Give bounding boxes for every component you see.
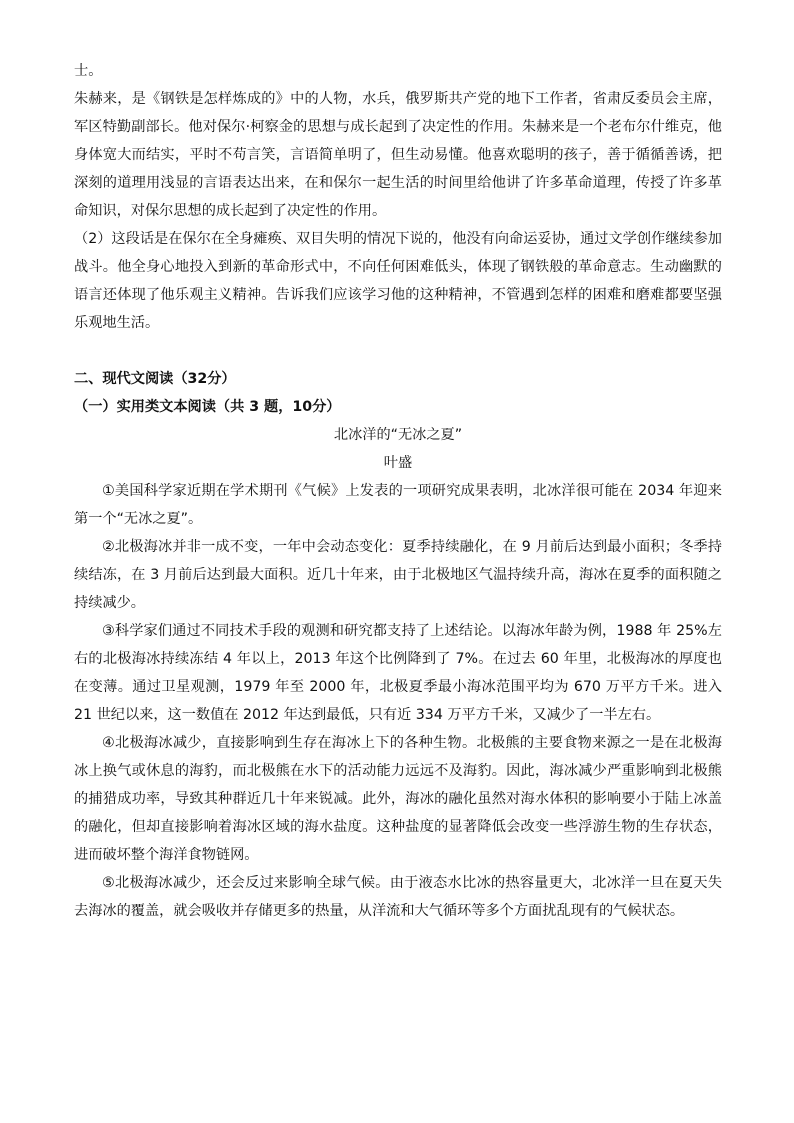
intro-paragraph-3: （2）这段话是在保尔在全身瘫痪、双目失明的情况下说的，他没有向命运妥协，通过文学创作继续参加战斗。他全身心地投入到新的革命形式中，不向任何困难低头，体现了钢铁般的革命意志。生动幽默的语言还体现了他乐观主义精神。告诉我们应该学习他的这种精神，不管遇到怎样的困难和磨难都要坚强乐观地生活。 [74,231,722,331]
subsection-heading: （一）实用类文本阅读（共 3 题，10分） [74,399,341,415]
article-author: 叶盛 [383,455,413,471]
article-paragraph-5: ⑤北极海冰减少，还会反过来影响全球气候。由于液态水比冰的热容量更大，北冰洋一旦在夏天失去海冰的覆盖，就会吸收并存储更多的热量，从洋流和大气循环等多个方面扰乱现有的气候状态。 [74,875,722,919]
intro-paragraph-2: 朱赫来，是《钢铁是怎样炼成的》中的人物，水兵，俄罗斯共产党的地下工作者，省肃反委员会主席，军区特勤副部长。他对保尔·柯察金的思想与成长起到了决定性的作用。朱赫来是一个老布尔什维克，他身体宽大而结实，平时不苟言笑，言语简单明了，但生动易懂。他喜欢聪明的孩子，善于循循善诱，把深刻的道理用浅显的言语表达出来，在和保尔一起生活的时间里给他讲了许多革命道理，传授了许多革命知识，对保尔思想的成长起到了决定性的作用。 [74,91,722,219]
intro-paragraph-1: 士。 [74,63,103,79]
spacer [74,337,722,365]
article-paragraph-3: ③科学家们通过不同技术手段的观测和研究都支持了上述结论。以海冰年龄为例，1988 年 25%左右的北极海冰持续冻结 4 年以上，2013 年这个比例降到了 7%。在过去 60 年里，北极海冰的厚度也在变薄。通过卫星观测，1979 年至 2000 年，北极夏季最小海冰范围平均为 670 万平方千米。进入 21 世纪以来，这一数值在 2012 年达到最低，只有近 334 万平方千米，又减少了一半左右。 [74,623,722,723]
document-page [74,57,722,925]
article-paragraph-4: ④北极海冰减少，直接影响到生存在海冰上下的各种生物。北极熊的主要食物来源之一是在北极海冰上换气或休息的海豹，而北极熊在水下的活动能力远远不及海豹。因此，海冰减少严重影响到北极熊的捕猎成功率，导致其种群近几十年来锐减。此外，海冰的融化虽然对海水体积的影响要小于陆上冰盖的融化，但却直接影响着海冰区域的海水盐度。这种盐度的显著降低会改变一些浮游生物的生存状态，进而破坏整个海洋食物链网。 [74,735,722,863]
section-heading: 二、现代文阅读（32分） [74,371,236,387]
article-paragraph-2: ②北极海冰并非一成不变，一年中会动态变化：夏季持续融化，在 9 月前后达到最小面积；冬季持续结冻，在 3 月前后达到最大面积。近几十年来，由于北极地区气温持续升高，海冰在夏季的面积随之持续减少。 [74,539,722,611]
article-paragraph-1: ①美国科学家近期在学术期刊《气候》上发表的一项研究成果表明，北冰洋很可能在 2034 年迎来第一个“无冰之夏”。 [74,483,722,527]
article-title: 北冰洋的“无冰之夏” [333,427,463,443]
